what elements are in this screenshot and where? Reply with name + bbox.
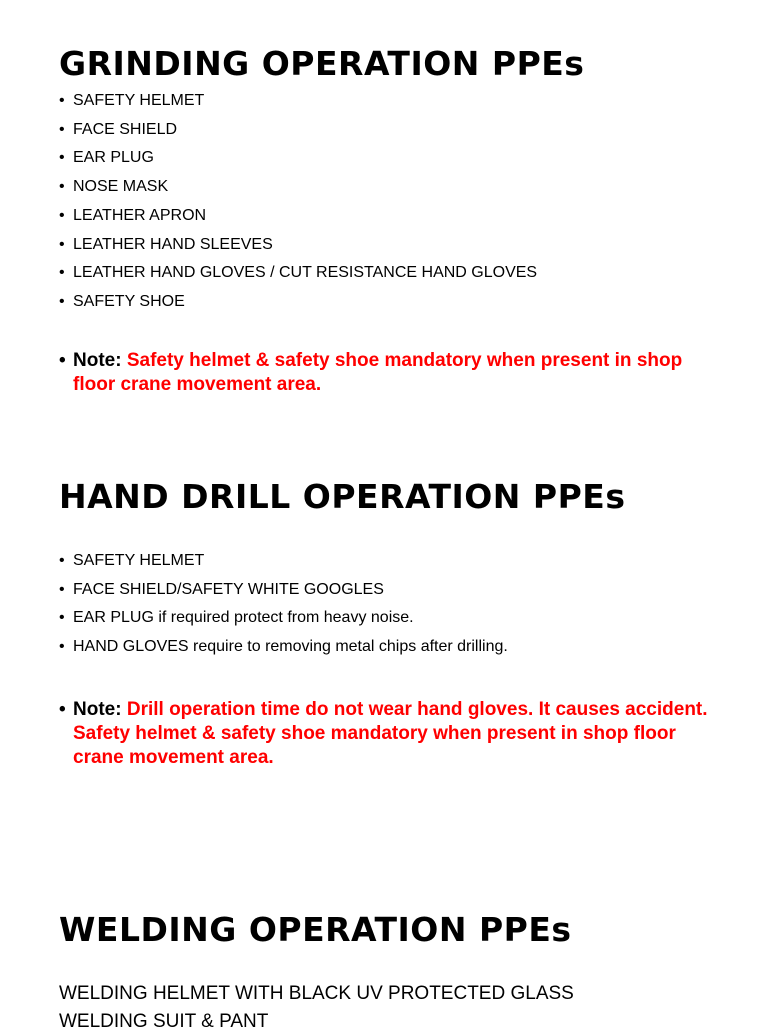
list-item: • NOSE MASK [59,173,728,202]
list-item: • LEATHER APRON [59,202,728,231]
note-label: Note: [73,699,122,720]
list-item: • EAR PLUG if required protect from heavy noise. [59,604,728,633]
hand-drill-title: HAND DRILL OPERATION PPEs [59,477,626,516]
welding-item: WELDING HELMET WITH BLACK UV PROTECTED GLASS [59,983,574,1004]
grinding-title: GRINDING OPERATION PPEs [59,44,585,83]
note-text: Drill operation time do not wear hand gloves. It causes accident. Safety helmet & safety shoe mandatory when present in shop floor crane movement area. [73,699,708,768]
list-item: • FACE SHIELD [59,116,728,145]
list-item: • LEATHER HAND SLEEVES [59,231,728,260]
welding-item: WELDING SUIT & PANT [59,1011,269,1032]
grinding-note [59,349,728,397]
list-item: • LEATHER HAND GLOVES / CUT RESISTANCE HAND GLOVES [59,259,728,288]
list-item: • HAND GLOVES require to removing metal chips after drilling. [59,633,728,662]
list-item: • SAFETY SHOE [59,288,728,317]
grinding-ppe-list [59,87,728,317]
hand-drill-ppe-list [59,547,728,662]
hand-drill-note [59,698,728,770]
grinding-section [59,44,728,317]
hand-drill-section [59,477,728,517]
note-label: Note: [73,350,122,371]
welding-title: WELDING OPERATION PPEs [59,910,572,949]
note-text: Safety helmet & safety shoe mandatory when present in shop floor crane movement area. [73,350,683,395]
welding-section [59,910,728,1036]
list-item: • SAFETY HELMET [59,87,728,116]
hand-drill-list-wrap [59,547,728,662]
list-item: • SAFETY HELMET [59,547,728,576]
list-item: • EAR PLUG [59,144,728,173]
list-item: • FACE SHIELD/SAFETY WHITE GOOGLES [59,576,728,605]
